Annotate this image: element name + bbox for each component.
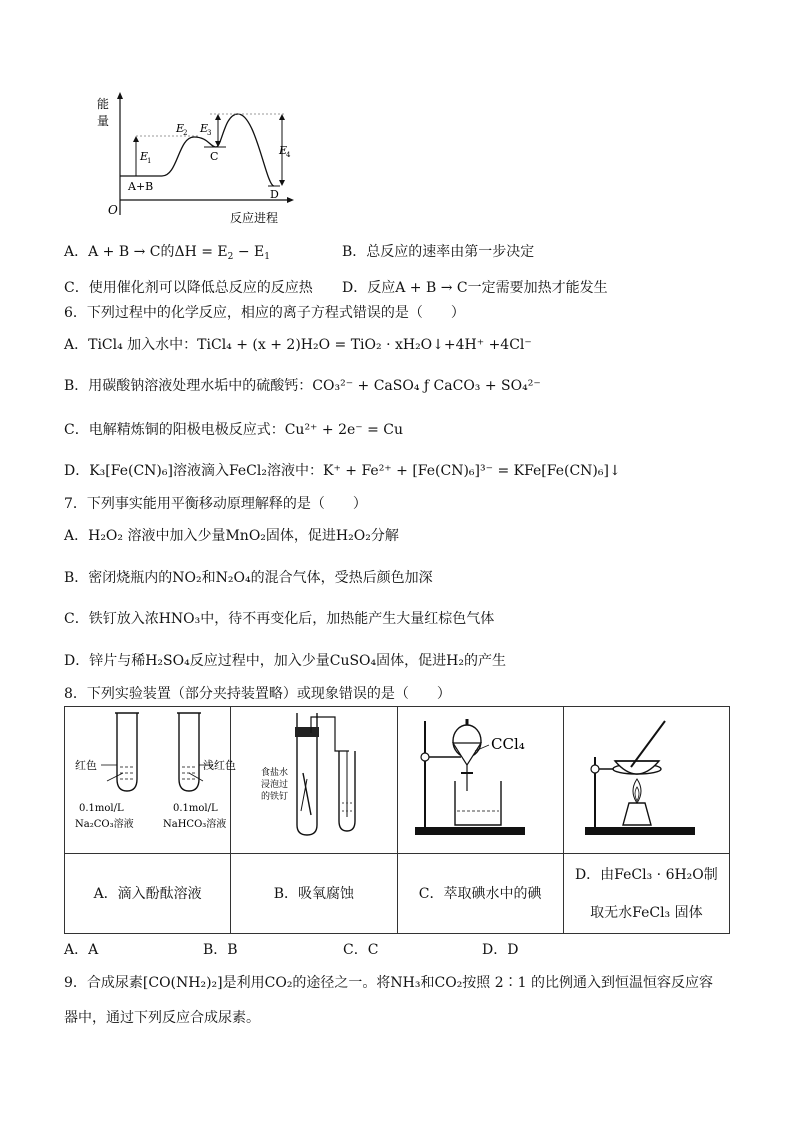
right-color-label: 浅红色 (203, 759, 236, 772)
q8-caption-c (397, 854, 563, 934)
left-color-label: 红色 (75, 759, 97, 772)
stand-base (415, 827, 525, 835)
q7-option-d: D．锌片与稀H₂SO₄反应过程中，加入少量CuSO₄固体，促进H₂的产生 (64, 653, 506, 669)
energy-diagram (97, 90, 300, 230)
q7-option-c: C．铁钉放入浓HNO₃中，待不再变化后，加热能产生大量红棕色气体 (64, 611, 495, 627)
q7-stem: 7．下列事实能用平衡移动原理解释的是（ ） (64, 496, 367, 512)
glass-rod (631, 721, 665, 767)
alcohol-lamp (623, 803, 651, 825)
stand-base-d (585, 827, 695, 835)
q5-option-d: D．反应A + B → C一定需要加热才能发生 (342, 280, 608, 296)
e3-arrow-head (215, 114, 221, 120)
q8-caption-a-text: A．滴入酚酞溶液 (93, 885, 202, 902)
e3-sub: 3 (207, 129, 212, 137)
state-c-label: C (210, 150, 219, 163)
q5-option-c: C．使用催化剂可以降低总反应的反应热 (64, 280, 313, 296)
q8-caption-d-line1: D．由FeCl₃ · 6H₂O制 (574, 866, 718, 883)
q8-caption-c-text: C．萃取碘水中的碘 (418, 885, 542, 902)
q6-option-a: A．TiCl₄ 加入水中：TiCl₄ + (x + 2)H₂O = TiO₂ · xH₂O↓+4H⁺ +4Cl⁻ (64, 337, 532, 353)
figure-b-label-1: 食盐水 (260, 768, 288, 778)
beaker (455, 781, 501, 825)
q5-option-a-sub1: 1 (264, 252, 270, 262)
q6-option-c: C．电解精炼铜的阳极电极反应式：Cu²⁺ + 2e⁻ = Cu (64, 422, 404, 438)
e3-label: E (200, 122, 209, 135)
y-axis-arrow (117, 92, 123, 99)
q5-option-a-text: A．A + B → C的ΔH = E (64, 244, 228, 260)
q8-apparatus-table (64, 706, 730, 934)
e3-arrow-tail (215, 141, 221, 147)
figure-b-label-3: 的铁钉 (260, 792, 288, 802)
left-solution-label: Na₂CO₃溶液 (75, 819, 134, 830)
q6-option-b: B．用碳酸钠溶液处理水垢中的硫酸钙：CO₃²⁻ + CaSO₄ ƒ CaCO₃ + SO₄²⁻ (64, 378, 541, 394)
q8-figure-b-cell (231, 707, 397, 854)
state-d-label: D (270, 188, 279, 201)
e4-label: E (279, 144, 288, 157)
y-label-top: 能 (97, 97, 110, 111)
corrosion-figure (239, 707, 389, 847)
flame (633, 779, 641, 803)
q8-figure-d-cell (563, 707, 729, 854)
e4-sub: 4 (286, 151, 291, 159)
stopper (295, 727, 319, 737)
figure-b-label-2: 浸泡过 (260, 780, 288, 790)
e2-label: E (176, 122, 185, 135)
q6-stem: 6．下列过程中的化学反应，相应的离子方程式错误的是（ ） (64, 305, 465, 321)
q8-stem: 8．下列实验装置（部分夹持装置略）或现象错误的是（ ） (64, 686, 451, 702)
state-ab-label: A+B (128, 180, 154, 193)
q8-figure-c-cell (397, 707, 563, 854)
q7-option-a: A．H₂O₂ 溶液中加入少量MnO₂固体，促进H₂O₂分解 (64, 528, 399, 544)
evaporating-dish (615, 761, 659, 774)
q5-option-b: B．总反应的速率由第一步决定 (342, 244, 535, 260)
x-axis-label: 反应进程 (230, 211, 279, 225)
e1-arrow-head (133, 136, 139, 142)
y-label-bottom: 量 (97, 114, 110, 128)
ccl4-label: CCl₄ (491, 735, 525, 753)
q5-option-a-minus: − E (233, 244, 265, 260)
q5-option-a-sub2: 2 (227, 252, 234, 262)
q6-option-d: D．K₃[Fe(CN)₆]溶液滴入FeCl₂溶液中：K⁺ + Fe²⁺ + [Fe(CN)₆]³⁻ = KFe[Fe(CN)₆]↓ (64, 463, 621, 479)
q8-caption-b (231, 854, 397, 934)
q8-figure-a-cell (65, 707, 236, 854)
q8-caption-b-text: B．吸氧腐蚀 (273, 885, 355, 902)
e2-sub: 2 (183, 129, 188, 137)
q9-line2: 器中，通过下列反应合成尿素。 (64, 1010, 260, 1026)
evaporation-figure (571, 707, 721, 847)
right-conc-label: 0.1mol/L (173, 803, 218, 814)
right-solution-label: NaHCO₃溶液 (163, 819, 227, 830)
q8-caption-d (563, 854, 729, 934)
left-conc-label: 0.1mol/L (79, 803, 124, 814)
q8-answer-b: B．B (203, 942, 238, 958)
q5-option-a (64, 242, 270, 262)
separatory-funnel-figure (405, 707, 555, 847)
q8-answer-d: D．D (482, 942, 519, 958)
e1-sub: 1 (147, 157, 152, 165)
q8-answer-a: A．A (64, 942, 99, 958)
q8-caption-d-line2: 取无水FeCl₃ 固体 (590, 904, 703, 921)
q8-answer-c: C．C (343, 942, 379, 958)
e4-arrow-head (279, 114, 285, 120)
x-axis-arrow (287, 197, 294, 203)
e4-arrow-tail (279, 180, 285, 186)
q8-caption-a (65, 854, 231, 934)
origin-label: O (108, 203, 118, 217)
q9-line1: 9．合成尿素[CO(NH₂)₂]是利用CO₂的途径之一。将NH₃和CO₂按照 2∶1 的比例通入到恒温恒容反应容 (64, 975, 714, 991)
test-tubes-figure (65, 707, 245, 847)
q7-option-b: B．密闭烧瓶内的NO₂和N₂O₄的混合气体，受热后颜色加深 (64, 570, 433, 586)
e1-label: E (140, 150, 149, 163)
